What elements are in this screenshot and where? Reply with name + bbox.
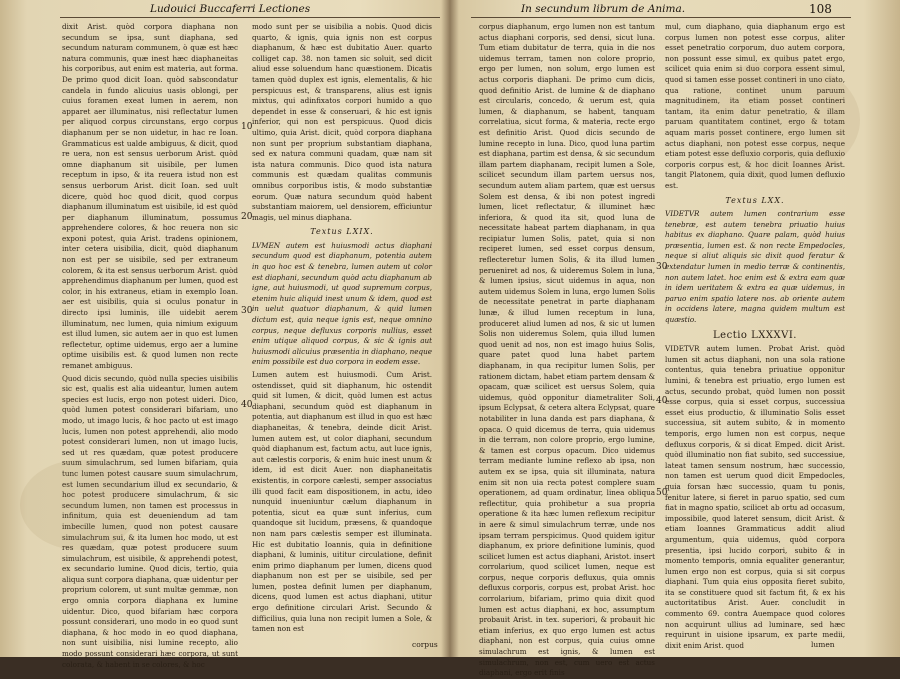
- right-page: [451, 0, 900, 678]
- right-column-2: [665, 22, 845, 650]
- textus-heading: Textus LXX.: [725, 195, 785, 205]
- margin-line-number: 30: [241, 306, 253, 316]
- textus-body: LVMEN autem est huiusmodi actus diaphani secundum quod est diaphanum, potentia autem in quo hoc est & tenebra, lumen autem ut color est diaphani, secundum quòd actu diaphanum ab igne, aut huiusmodi, ut quod supremum corpus, etenim huic aliquid inest unum & idem, quod est in uelut quatuor diaphanum, & quid lumen dictum est, quia neque ignis est, neque omnino corpus, neque defluxus corporis nullius, esset enim utique aliquod corpus, & sic & ignis aut huiusmodi alicuius præsentia in diaphano, neque enim possibile est duo corpora in eodem esse.: [252, 240, 432, 367]
- left-page: [0, 0, 449, 669]
- margin-line-number: 50: [656, 488, 668, 498]
- paragraph: Lumen autem est huiusmodi. Cum Arist. ostendisset, quid sit diaphanum, hic ostendit quid sit lumen, & dicit, quòd lumen est actus diaphani, secundum quòd est diaphanum in potentia, aut diaphanum est illud in quo est hæc diaphaneitas, & tenebra, deinde dicit Arist. lumen autem est, ut color diaphani, secundum quòd diaphanum est, factum actu, aut luce ignis, aut cælestis corporis, & enim huic inest unum & idem, id est dicit Auer. non diaphaneitatis existentis, in corpore cælesti, semper associatus illi quod facit eam dispositionem, in actu, ideo nunquid inueniuntur cælum diaphanum in potentia, sicut ea quæ sunt inferius, cum quandoque sit lucidum, præsens, & quandoque non nam pars cælestis semper est illuminata. Hic est dubitatio Ioannis, quia in definitione diaphani, & luminis, uititur circulatione, definit enim primo diaphanum per lumen, dicens quod diaphanum non est per se uisibile, sed per lumen, postea definit lumen per diaphanum, dicens, quod lumen est actus diaphani, utitur ergo definitione circulari Arist. Secundo & difficilius, quia luna non recipit lumen a Sole, & tamen non est: [252, 370, 432, 634]
- paragraph: Quod dicis secundo, quòd nulla species uisibilis sic est, qualis est alia uideantur, lumen autem species est lucis, ergo non potest uideri. Dico, quòd lumen potest considerari bifariam, uno modo, ut imago lucis, & hoc pacto ut est imago lucis, lumen non potest apprehendi, alio modo potest considerari lumen, non ut imago lucis, sed ut res quædam, quæ potest producere suum simulachrum, sed lumen bifariam, quia tunc lumen potest causare suum simulachrum, est lumen secundarium illud ex secundario, & hoc potest producere simulachrum, & sic secundum lumen, non tamen est processus in infinitum, quia est deueniendum ad tam imbecille lumen, quod non potest causare simulachrum sui, & ita lumen hoc modo, ut est res quædam, quæ potest producere suum simulachrum, est uisibile, & apprehendi potest, ex secundario lumine. Quod dicis, tertio, quia aliqua sunt corpora diaphana, quæ uidentur per proprium colorem, ut sunt multæ gemmæ, non ergo omnia corpora diaphana ex lumine uidentur. Dico, quod bifariam hæc corpora possunt considerari, uno modo in eo quod sunt diaphana, & hoc modo in eo quod diaphana, non sunt uisibilia, nisi lumine recepto, alio modo possunt considerari hæc corpora, ut sunt colorata, & habent in se colores, & hoc: [62, 373, 238, 669]
- catchword: lumen: [811, 640, 835, 649]
- left-column-2: [252, 22, 432, 650]
- header-rule: [471, 17, 851, 18]
- paragraph: VIDETVR autem lumen. Probat Arist. quòd lumen sit actus diaphani, non una sola ratione contentus, quia tenebra priuatiue opponitur lumini, & tenebra est priuatio, ergo lumen est actus, secundo probat, quòd lumen non possit esse corpus, quia si esset corpus, successiua esset eius productio, & illuminatio Solis esset successiua, sit autem subito, & in momento temporis, ergo lumen non est corpus, neque defluxus corporis, & si dicat Emped. dicit Arist. quòd illuminatio non fiat subito, sed successiue, lateat tamen sensum nostrum, hæc successio, non tamen est uerum quod dicit Empedocles, quia forsan hæc successio, quam tu ponis, fenitur latere, si fieret in paruo spatio, sed cum fiat in magno spatio, scilicet ab ortu ad occasum, impossibile, quod lateret sensum, dicit Arist. & etiam Ioannes Grammaticus addit aliud argumentum, quia uidemus, quòd corpora presentia, ipsi lucido corpori, subito & in momento temporis, omnia equaliter generantur, lumen ergo non est corpus, quia si sit corpus diaphani. Tum quia eius opposita fieret subito, ita se constituere quod sit factum fit, & ex his auctoritatibus Arist. Auer. concludit in commento 69. contra Auempace quod colores non acquirunt ullius ad luminare, sed hæc requirunt in uisione ipsarum, ex parte medii, dixit enim Arist. quod: [665, 344, 845, 650]
- page-number: 108: [809, 2, 832, 16]
- paragraph: mul, cum diaphano, quia diaphanum ergo est corpus lumen non potest esse corpus, aliter esset penetratio corporum, duo autem corpora, non possunt esse simul, ex quibus patet ergo, scilicet quia enim si duo corpora essent simul, quod si tamen esse posset contineri in uno ciato, qua ratione, continet unum paruum magnitudinem, ita etiam posset contineri tantam, ita enim datur penetratio, & illam paruam quantitatem continet, ergo & totam aquam maris posset continere, ergo lumen sit actus diaphani, non potest esse corpus, neque etiam potest esse defluxio corporis, quia defluxio corporis corpus est, & hoc dicit Ioannes Arist. tangit Platonem, quia dixit, quod lumen defluxio est.: [665, 22, 845, 190]
- paragraph: dixit Arist. quòd corpora diaphana non secundum se ipsa, sunt diaphana, sed secundum naturam communem, ò quæ est hæc natura communis, quæ inest hæc diaphaneitas his corporibus, aut enim est materia, aut forma. De primo quod dicit Ioan. quòd sabscondatur candela in fundo alicuius uasis oblongi, per cuius foramen exeat lumen in aerem, non apparet aer illuminatus, nisi reflectatur lumen per aliquod corpus circunstans, ergo corpus diaphanum per se non uidetur, in hac re Ioan. Grammaticus est ualde ambiguus, & dicit, quod re uera, non est sensus uerborum Arist. quòd omne diaphanum sit uisibile, per lumen receptum in ipso, & ita reuera istud non est sensus uerborum Arist. dicit Ioan. sed uult dicere, quòd hoc quod dicit, quod corpus diaphanum illuminatum est uisibile, id est quòd per diaphanum illuminatum, possumus apprehendere colores, & hoc reuera non sic exponi potest, quia Arist. tradens opinionem, inter cetera uisibilia, dicit, quòd diaphanum non est per se uisibile, sed per extraneum colorem, & ita est sensus uerborum Arist. quòd apprehendimus diaphanum per lumen, quod est color, in his extraneus, etiam in exemplo Ioan. aer est uisibilis, quia si oculus ponatur in directo ipsi luminis, ille uidebit aerem illuminatum, nec lumen, quia nimium exiguum est illud lumen, sic autem aer in quo est lumen reflectetur, optime uidemus, ergo aer a lumine optime uisibilis est. & quod lumen non recte remanet ambiguus.: [62, 22, 238, 370]
- margin-line-number: 40: [656, 396, 668, 406]
- right-column-1: [479, 22, 655, 678]
- running-header-right: In secundum librum de Anima.: [521, 3, 686, 15]
- running-header-left: Ludouici Buccaferri Lectiones: [150, 3, 311, 15]
- header-rule: [60, 17, 440, 18]
- margin-line-number: 10: [241, 122, 253, 132]
- textus-body: VIDETVR autem lumen contrarium esse tenebræ, est autem tenebra priuatio huius habitus ex diaphano. Quare palam, quòd huius præsentia, lumen est. & non recte Empedocles, neque si aliut aliquis sic dixit quod feratur & extendatur lumen in medio terræ & continentis, non autem latet. hoc enim est & extra eam quæ in idem ueritatem & extra ea quæ uidemus, in paruo enim spatio latere nos. ab oriente autem in occidens latere, magna quidem multum est quæstio.: [665, 209, 845, 325]
- margin-line-number: 20: [241, 212, 253, 222]
- paragraph: modo sunt per se uisibilia a nobis. Quod dicis quarto, & ignis, quia ignis non est corpus diaphanum, & hæc est dubitatio Auer. quarto colliget cap. 38. non tamen sic soluit, sed dicit aliud esse soluendum hanc quæstionem. Dicatis tamen quòd duplex est ignis, elementalis, & hic perspicuus est, & transparens, alius est ignis mixtus, qui adinfixatos corpori humido a quo dependet in esse & conseruari, & hic est ignis inferior, qui non est perspicuus. Quod dicis ultimo, quia Arist. dicit, quòd corpora diaphana non sunt per proprium substantiam diaphana, sed ex natura communi quadam, quæ nam sit ista natura communis. Dico quod ista natura communis est quædam qualitas communis omnibus corporibus istis, & modo substantiæ eorum. Quæ natura secundum quòd habent substantiam maiorem, uel densiorem, efficiuntur magis, uel minus diaphana.: [252, 22, 432, 222]
- margin-line-number: 30: [656, 262, 668, 272]
- lectio-heading: Lectio LXXXVI.: [713, 329, 797, 341]
- paragraph: corpus diaphanum, ergo lumen non est tantum actus diaphani corporis, sed densi, sicut luna. Tum etiam dubitatur de terra, quia in die nos uidemus terram, tamen non colore proprio, ergo per lumen, non solum, ergo lumen est actus corporis diaphani. De primo cum dicis, quod definitio Arist. de lumine & de diaphano est circularis, concedo, & uerum est, quia lumen, & diaphanum, se habent, tanquam correlatiua, sicut forma, & materia, recte ergo est definitio Arist. Quod dicis secundo de lumine recepto in luna. Dico, quod luna partim est diaphana, partim est densa, & sic secundum illam partem diaphanam, recipit lumen a Sole, scilicet secundum illam partem uersus nos, secundum autem aliam partem, quæ est uersus Solem est densa, & ibi non potest ingredi lumen, licet reflectatur, & illuminet hæc inferiora, & quod ita sit, quod luna de necessitate habeat partem diaphanam, in qua recipiatur lumen Solis, patet, quia si non reciperet lumen, sed esset corpus densum, reflecteretur lumen Solis, & ita illud lumen perueniret ad nos, & uideremus Solem in luna, & lumen ipsius, sicut uidemus in aqua, non autem uidemus Solem in luna, ergo lumen Solis de necessitate penetrat in parte diaphanam lunæ, & illud lumen receptum in luna, produceret aliud lumen ad nos, & sic ut lumen Solis non uideremus Solem, quia illud lumen quod uenit ad nos, non est imago huius Solis, quare patet quod luna habet partem diaphanam, in qua recipitur lumen Solis, per rationem dictam, habet etiam partem densam & opacam, quæ scilicet est uersus Solem, quia uidemus, quòd opponitur diametraliter Soli, ipsum Eclypsat, & cetera altera Eclypsat, quare notabiliter in luna danda est pars diaphana, & opaca. O quid dicemus de terra, quia uidemus in die terram, non colore proprio, ergo lumine, & tamen est corpus opacum. Dico uidemus terram mediante lumine reflexo ab ipsa, non autem ex se ipsa, quia sit illuminata, natura enim sit non uia recta potest complere suam operationem, ad quam ordinatur, linea obliqua reflectitur, quia prohibetur a sua propria operatione & ita hæc lumen reflexum recipitur in aere & simul simulachrum terræ, unde nos ipsam terram perspicimus. Quod quidem igitur diaphanum, ex priore definitione luminis, quod scilicet lumen est actus diaphani, Aristot. insert corrolarium, quod scilicet lumen, neque est corpus, neque corporis defluxus, quia omnis defluxus corporis, corpus est, probat Arist. hoc corrolarium, bifariam, primo quia dixit quod lumen est actus diaphani, ex hoc, assumptum probauit Arist. in tex. superiori, & probauit hic etiam inferius, ex quo ergo lumen est actus diaphani, non est corpus, quia cuius omne simulachrum est ignis, & lumen est simulachrum, non est, cum uero est actus diaphani, ergo erit finis: [479, 22, 655, 678]
- textus-heading: Textus LXIX.: [310, 227, 374, 237]
- catchword: corpus: [412, 640, 438, 649]
- margin-line-number: 40: [241, 400, 253, 410]
- left-column-1: [62, 22, 238, 669]
